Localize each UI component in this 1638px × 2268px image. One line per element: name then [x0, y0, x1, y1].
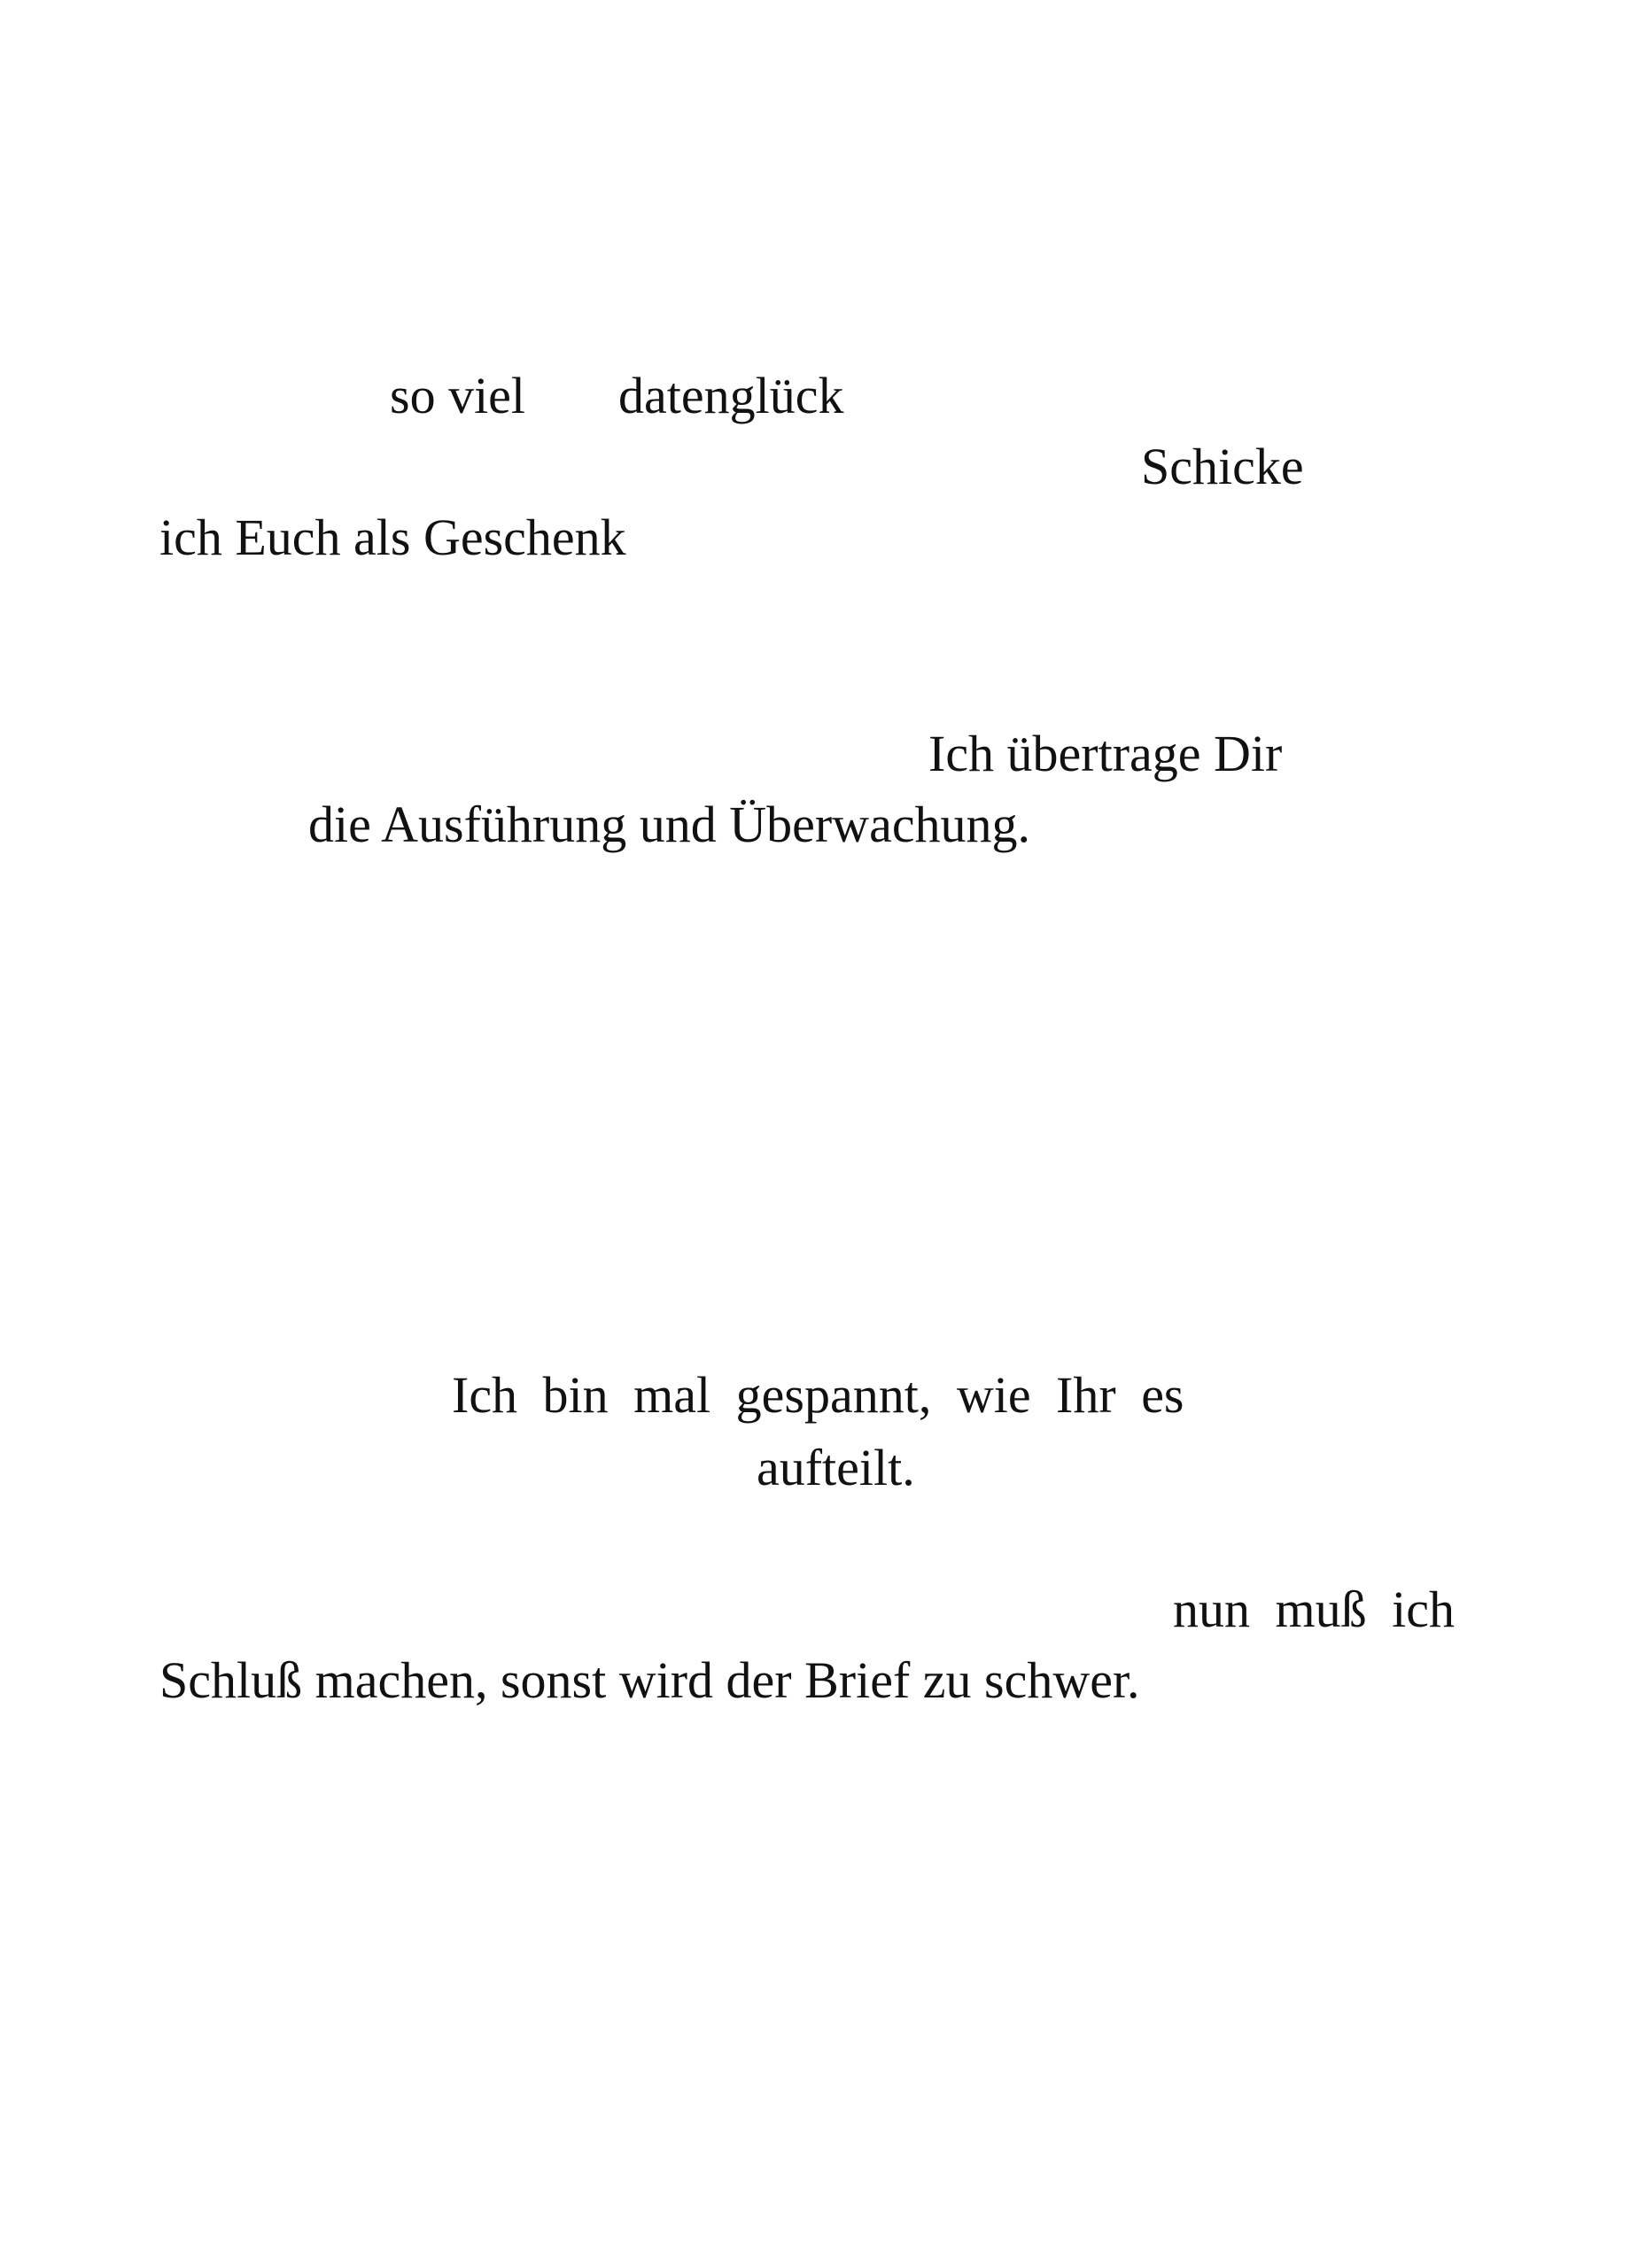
fragment-so-viel: so viel — [390, 367, 526, 424]
fragment-schicke: Schicke — [1141, 438, 1304, 495]
fragment-ich-euch: ich Euch als Geschenk — [159, 509, 626, 566]
fragment-aufteilt: aufteilt. — [757, 1439, 915, 1496]
fragment-schluss: Schluß machen, sonst wird der Brief zu schwer. — [159, 1651, 1140, 1709]
fragment-datengluck: datenglück — [618, 367, 844, 424]
fragment-ich-ubertrage: Ich übertrage Dir — [928, 725, 1283, 782]
fragment-gespannt: Ich bin mal gespannt, wie Ihr es — [452, 1366, 1184, 1424]
fragment-nun-muss: nun muß ich — [1173, 1581, 1455, 1638]
fragment-ausfuhrung: die Ausführung und Überwachung. — [308, 796, 1031, 853]
